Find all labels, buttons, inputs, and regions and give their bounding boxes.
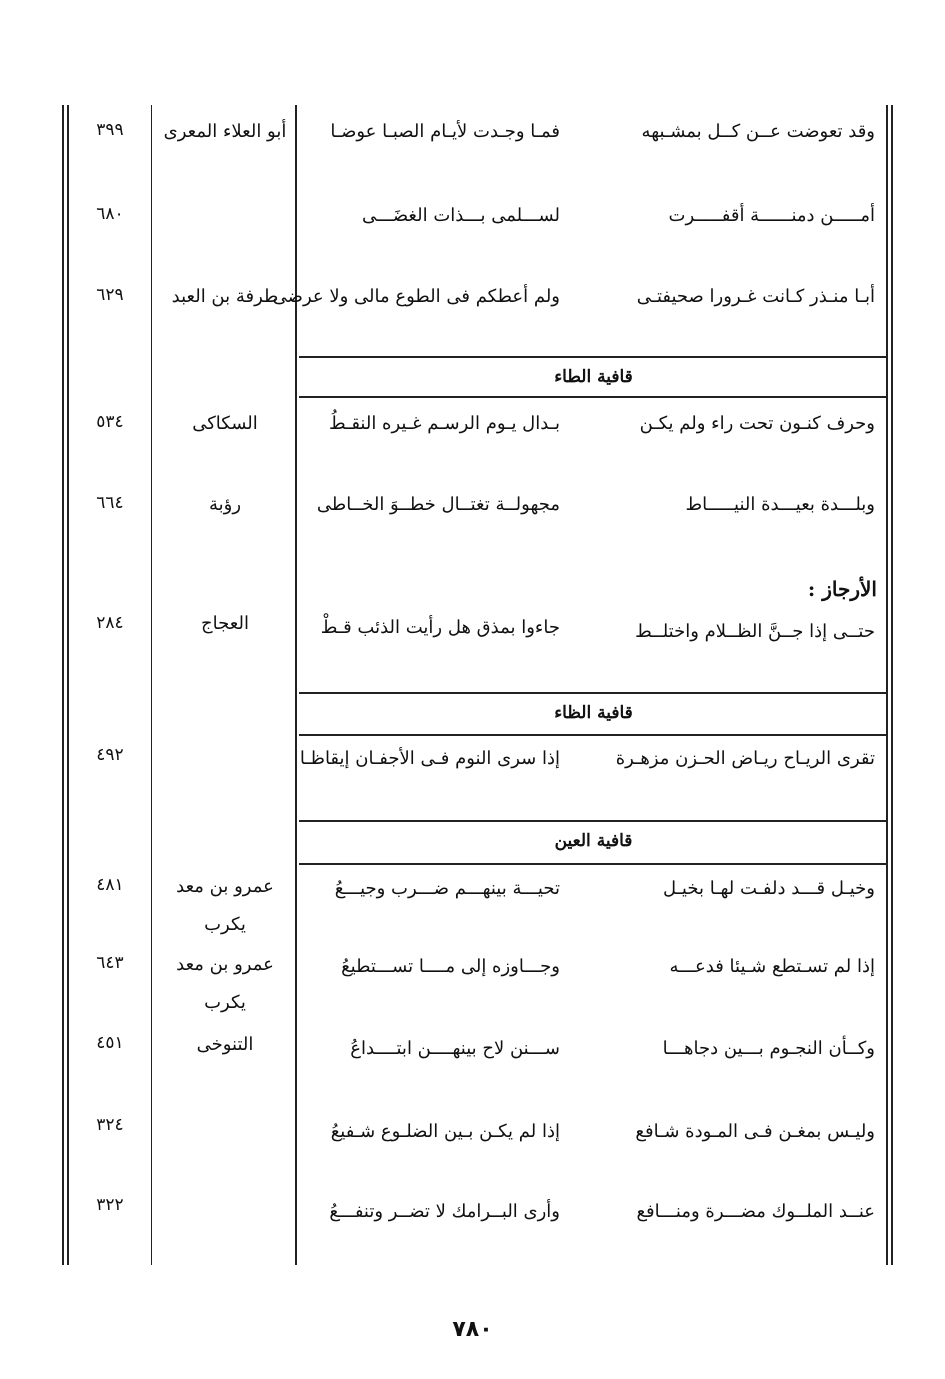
- verse-second-hemistich: ولم أعطكم فى الطوع مالى ولا عرضى: [272, 286, 560, 307]
- left-double-rule-outer: [62, 105, 64, 1265]
- right-double-rule-outer: [891, 105, 893, 1265]
- column-divider-poet: [295, 105, 297, 1265]
- heading-ayn: قافية العين: [554, 831, 633, 851]
- column-divider-page: [151, 105, 152, 1265]
- right-double-rule-inner: [886, 105, 888, 1265]
- poet-name: التنوخى: [196, 1034, 254, 1055]
- verse-first-hemistich: أمـــــن دمنــــــة أقفـــــرت: [668, 205, 875, 226]
- verse-second-hemistich: فمـا وجـدت لأيـام الصبـا عوضـا: [330, 121, 560, 142]
- verse-second-hemistich: مجهولــة تغتــال خطــوَ الخــاطى: [316, 494, 560, 515]
- page-reference: ٦٦٤: [96, 493, 124, 513]
- verse-first-hemistich: تقرى الريـاح ريـاض الحـزن مزهـرة: [615, 748, 875, 769]
- page-reference: ٤٨١: [96, 875, 124, 895]
- verse-second-hemistich: وأرى البــرامك لا تضــر وتنفـــعُ: [329, 1201, 560, 1222]
- poet-name: العجاج: [201, 613, 249, 634]
- page-reference: ٦٤٣: [96, 953, 124, 973]
- poet-name: عمرو بن معد يكرب: [176, 954, 274, 1013]
- rule-za-top: [299, 692, 888, 694]
- rule-ayn-top: [299, 820, 888, 822]
- poet-name: عمرو بن معد يكرب: [176, 876, 274, 935]
- verse-first-hemistich: وبلـــدة بعيـــدة النيـــــاط: [685, 494, 875, 515]
- heading-ta: قافية الطاء: [554, 367, 633, 387]
- verse-first-hemistich: أبـا منـذر كـانت غـرورا صحيفتـى: [636, 286, 875, 307]
- heading-za: قافية الظاء: [554, 703, 633, 723]
- page-reference: ٥٣٤: [96, 412, 124, 432]
- poet-name: أبو العلاء المعرى: [163, 121, 287, 142]
- poet-name: طرفة بن العبد: [171, 286, 279, 307]
- page-reference: ٣٢٢: [96, 1195, 124, 1215]
- page-reference: ٢٨٤: [96, 613, 124, 633]
- poet-name: رؤبة: [208, 494, 242, 515]
- verse-first-hemistich: حتــى إذا جــنَّ الظــلام واختلــط: [635, 621, 875, 642]
- page-reference: ٦٨٠: [96, 204, 124, 224]
- verse-second-hemistich: إذا سرى النوم فـى الأجفـان إيقاظـا: [299, 748, 560, 769]
- page-reference: ٤٩٢: [96, 745, 124, 765]
- rule-ayn-bottom: [299, 863, 888, 865]
- poet-name: السكاكى: [192, 413, 258, 434]
- page-reference: ٣٩٩: [96, 120, 124, 140]
- verse-first-hemistich: إذا لم تسـتطع شـيئا فدعـــه: [669, 956, 875, 977]
- page-reference: ٤٥١: [96, 1033, 124, 1053]
- page-number: ٧٨٠: [452, 1317, 493, 1342]
- verse-first-hemistich: وليـس بمغـن فـى المـودة شـافع: [635, 1121, 875, 1142]
- rule-za-bottom: [299, 734, 888, 736]
- page-reference: ٣٢٤: [96, 1115, 124, 1135]
- verse-second-hemistich: جاءوا بمذق هل رأيت الذئب قـطْ: [320, 617, 560, 638]
- rule-ta-bottom: [299, 396, 888, 398]
- rule-ta-top: [299, 356, 888, 358]
- verse-first-hemistich: وحرف كنـون تحت راء ولم يكـن: [639, 413, 875, 434]
- verse-first-hemistich: وكــأن النجـوم بـــين دجاهـــا: [662, 1038, 875, 1059]
- left-double-rule-inner: [67, 105, 69, 1265]
- verse-first-hemistich: عنــد الملــوك مضـــرة ومنـــافع: [636, 1201, 875, 1222]
- verse-second-hemistich: بـدال يـوم الرسـم غـيره النقـطُ: [328, 413, 560, 434]
- verse-second-hemistich: لســـلمى بـــذات الغضَـــى: [362, 205, 560, 226]
- verse-second-hemistich: تحيـــة بينهـــم ضـــرب وجيـــعُ: [334, 878, 560, 899]
- page-reference: ٦٢٩: [96, 285, 124, 305]
- verse-first-hemistich: وخيـل قـــد دلفـت لهـا بخيـل: [663, 878, 875, 899]
- verse-second-hemistich: إذا لم يكـن بـين الضلـوع شـفيعُ: [330, 1121, 560, 1142]
- verse-second-hemistich: ســـنن لاح بينهــــن ابتــــداعُ: [350, 1038, 560, 1059]
- verse-first-hemistich: وقد تعوضت عــن كــل بمشـبهه: [641, 121, 875, 142]
- rajaz-label: الأرجاز :: [807, 577, 877, 601]
- verse-second-hemistich: وجـــاوزه إلى مــــا تســـتطيعُ: [341, 956, 560, 977]
